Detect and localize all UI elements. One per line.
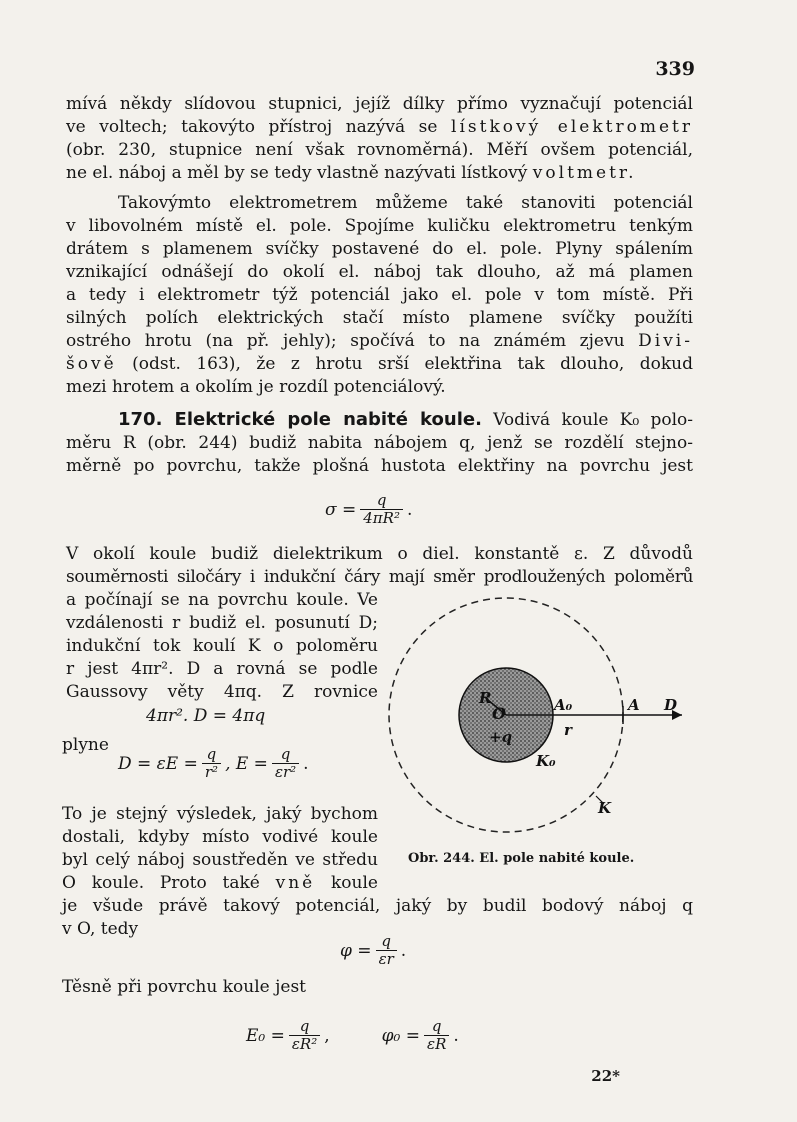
label-K0: K₀: [536, 752, 556, 770]
text-line: v O, tedy: [62, 919, 139, 939]
paragraph-point-charge: [62, 803, 378, 895]
text-line: Gaussovy věty 4πq. Z rovnice: [66, 682, 378, 702]
text-line: byl celý náboj soustředěn ve středu: [62, 850, 378, 870]
text-line: To je stejný výsledek, jaký bychom: [62, 804, 378, 824]
text-line: ne el. náboj a měl by se tedy vlastně nazývati lístkový voltmetr.: [66, 163, 637, 183]
text-line: měru R (obr. 244) budiž nabita nábojem q, jenž se rozdělí stejno-: [66, 433, 693, 453]
text-line: drátem s plamenem svíčky postavené do el. pole. Plyny spálením: [66, 239, 693, 259]
paragraph-dielectric: [66, 543, 693, 589]
equation-surface-field: E₀ = $\frac{q}{\text{εR²}}$ , φ₀ = $\frac{q}{\varepsilon R}$ .: [246, 1017, 459, 1053]
paragraph-electrometer: [66, 93, 693, 185]
text-line: O koule. Proto také vně koule: [62, 873, 378, 893]
text-line: v libovolném místě el. pole. Spojíme kuličku elektrometru tenkým: [66, 216, 693, 236]
equation-potential: φ = $\frac{q}{\varepsilon r}$ .: [340, 932, 407, 968]
equation-surface-density: σ = $\frac{q}{\text{4πR²}}$ .: [325, 491, 413, 527]
section-170: [66, 408, 693, 478]
text-line: vznikající odnášejí do okolí el. náboj tak dlouho, až má plamen: [66, 262, 693, 282]
label-K: K: [598, 799, 612, 817]
text-line: ostrého hrotu (na př. jehly); spočívá to na známém zjevu Divi-: [66, 331, 693, 351]
spaced-term: lístkový elektrometr: [451, 117, 693, 137]
text-line: měrně po povrchu, takže plošná hustota elektřiny na povrchu jest: [66, 456, 693, 476]
text-line: souměrnosti siločáry i indukční čáry mají směr prodloužených poloměrů: [66, 567, 693, 587]
spaced-term: šově: [66, 354, 117, 374]
equation-displacement: D = εE = $\frac{q}{\text{r²}}$ , E = $\frac{q}{\text{εr²}}$ .: [118, 745, 309, 781]
text-line: ve voltech; takovýto přístroj nazývá se lístkový elektrometr: [66, 117, 693, 137]
label-r: r: [564, 721, 572, 739]
text-line: mezi hrotem a okolím je rozdíl potenciálový.: [66, 377, 446, 397]
label-R: R: [479, 689, 492, 707]
text-line: r jest 4πr². D a rovná se podle: [66, 659, 378, 679]
text-line: silných polích elektrických stačí místo plamene svíčky použíti: [66, 308, 693, 328]
paragraph-flame-probe: [66, 192, 693, 399]
text-line: vzdálenosti r budiž el. posunutí D;: [66, 613, 378, 633]
label-charge: +q: [489, 728, 513, 746]
text-line-surface: Těsně při povrchu koule jest: [62, 977, 307, 997]
spaced-term: Divi-: [638, 331, 693, 351]
section-heading: 170. Elektrické pole nabité koule.: [118, 409, 482, 430]
spaced-term: vně: [275, 873, 316, 893]
text-line: 170. Elektrické pole nabité koule. Vodivá koule K₀ polo-: [118, 409, 694, 430]
text-line: (obr. 230, stupnice není však rovnoměrná). Měří ovšem potenciál,: [66, 140, 693, 160]
text-line: je všude právě takový potenciál, jaký by budil bodový náboj q: [62, 896, 693, 916]
text-line: šově (odst. 163), že z hrotu srší elektřina tak dlouho, dokud: [66, 354, 693, 374]
text-line: a počínají se na povrchu koule. Ve: [66, 590, 378, 610]
page-number: 339: [655, 58, 695, 80]
label-O: O: [492, 704, 506, 723]
equation-gauss: 4πr². D = 4πq: [146, 706, 266, 726]
label-D: D: [664, 696, 678, 714]
figure-charged-sphere: [384, 596, 689, 846]
text-line: Takovýmto elektrometrem můžeme také stanoviti potenciál: [118, 193, 693, 213]
text-line: indukční tok koulí K o poloměru: [66, 636, 378, 656]
label-A0: A₀: [554, 696, 573, 714]
text-line: a tedy i elektrometr týž potenciál jako el. pole v tom místě. Při: [66, 285, 693, 305]
signature-mark: 22*: [591, 1067, 620, 1085]
text-line: V okolí koule budiž dielektrikum o diel. konstantě ε. Z důvodů: [66, 544, 693, 564]
plyne-word: plyne: [62, 735, 109, 755]
paragraph-gauss: [66, 589, 378, 704]
figure-caption: Obr. 244. El. pole nabité koule.: [408, 851, 635, 866]
spaced-term: voltmetr.: [532, 163, 637, 183]
label-A: A: [628, 696, 640, 714]
text-line: dostali, kdyby místo vodivé koule: [62, 827, 378, 847]
text-line: mívá někdy slídovou stupnici, jejíž dílky přímo vyznačují potenciál: [66, 94, 693, 114]
